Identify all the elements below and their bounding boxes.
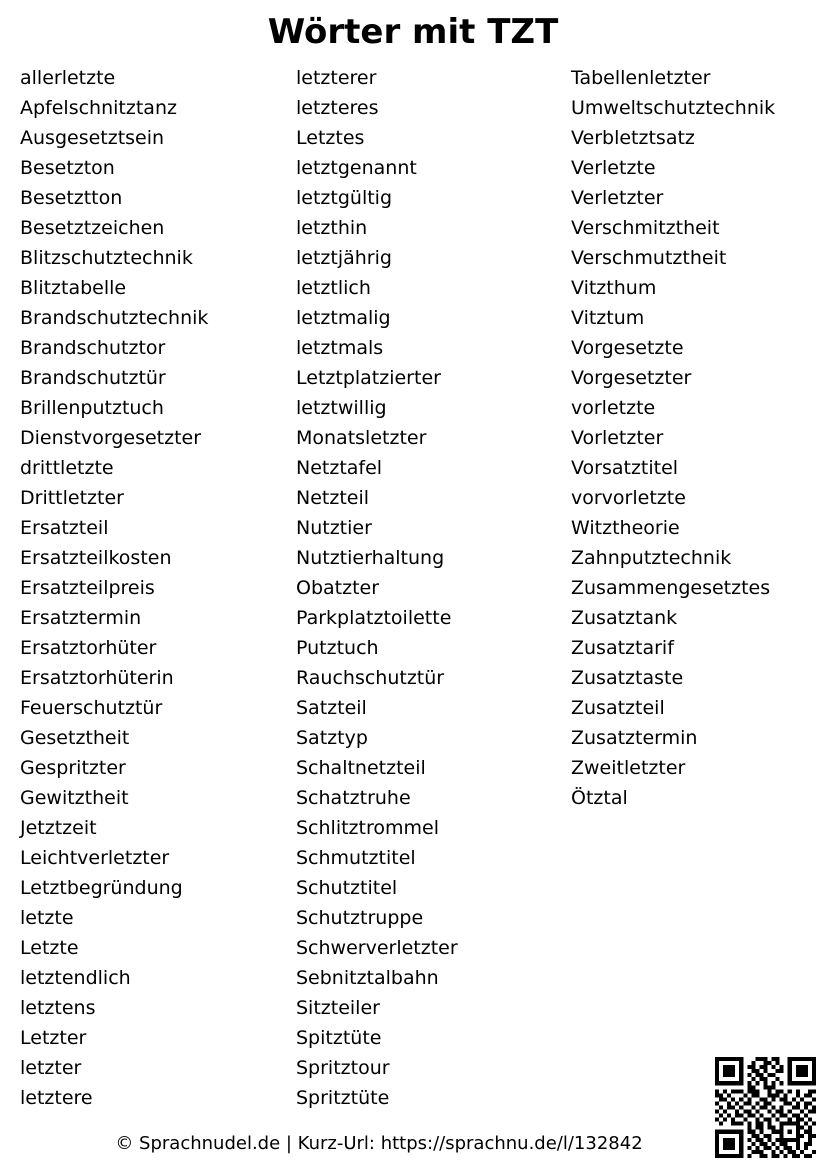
word-item: Nutztierhaltung bbox=[296, 547, 445, 569]
page-title: Wörter mit TZT bbox=[267, 12, 559, 52]
word-item: Satztyp bbox=[296, 727, 368, 749]
word-item: Gewitztheit bbox=[20, 787, 129, 809]
word-item: Vorletzter bbox=[571, 427, 664, 449]
word-item: Ersatztermin bbox=[20, 607, 142, 629]
word-item: Schatztruhe bbox=[296, 787, 411, 809]
word-item: Spritztour bbox=[296, 1057, 390, 1079]
word-item: vorletzte bbox=[571, 397, 656, 419]
word-item: Zusatztarif bbox=[571, 637, 674, 659]
word-item: Besetztzeichen bbox=[20, 217, 165, 239]
word-item: letztendlich bbox=[20, 967, 131, 989]
word-item: Drittletzter bbox=[20, 487, 124, 509]
word-item: letztlich bbox=[296, 277, 371, 299]
word-item: drittletzte bbox=[20, 457, 114, 479]
word-item: letzte bbox=[20, 907, 74, 929]
word-item: Ersatzteil bbox=[20, 517, 109, 539]
word-item: Spitztüte bbox=[296, 1027, 382, 1049]
word-item: Verschmitztheit bbox=[571, 217, 720, 239]
word-item: Besetzton bbox=[20, 157, 115, 179]
word-item: letzthin bbox=[296, 217, 368, 239]
word-item: Jetztzeit bbox=[20, 817, 97, 839]
word-column-2 bbox=[296, 63, 571, 1113]
word-item: Zusatztaste bbox=[571, 667, 684, 689]
word-item: Monatsletzter bbox=[296, 427, 427, 449]
word-item: Vitztum bbox=[571, 307, 645, 329]
word-item: Nutztier bbox=[296, 517, 372, 539]
word-list bbox=[20, 63, 812, 1113]
word-item: letzterer bbox=[296, 67, 377, 89]
word-item: letzteres bbox=[296, 97, 379, 119]
footer-credit: © Sprachnudel.de | Kurz-Url: https://sprachnu.de/l/132842 bbox=[115, 1133, 643, 1154]
word-item: letztere bbox=[20, 1087, 93, 1109]
word-item: Verletzter bbox=[571, 187, 664, 209]
word-item: Brandschutztechnik bbox=[20, 307, 209, 329]
word-item: Feuerschutztür bbox=[20, 697, 163, 719]
word-item: Apfelschnitztanz bbox=[20, 97, 177, 119]
word-item: Satzteil bbox=[296, 697, 367, 719]
word-item: Brandschutztor bbox=[20, 337, 166, 359]
word-item: Netzteil bbox=[296, 487, 370, 509]
word-item: Gesetztheit bbox=[20, 727, 130, 749]
word-item: Parkplatztoilette bbox=[296, 607, 452, 629]
word-item: Letzte bbox=[20, 937, 79, 959]
word-item: Letztplatzierter bbox=[296, 367, 441, 389]
word-item: Schlitztrommel bbox=[296, 817, 439, 839]
word-item: letzter bbox=[20, 1057, 82, 1079]
word-item: letztgültig bbox=[296, 187, 393, 209]
word-item: Leichtverletzter bbox=[20, 847, 170, 869]
word-item: Umweltschutztechnik bbox=[571, 97, 776, 119]
word-column-1 bbox=[20, 63, 296, 1113]
word-item: Sitzteiler bbox=[296, 997, 380, 1019]
word-item: Ersatzteilkosten bbox=[20, 547, 172, 569]
word-item: Schwerverletzter bbox=[296, 937, 458, 959]
word-item: Ersatztorhüterin bbox=[20, 667, 174, 689]
word-item: Letztbegründung bbox=[20, 877, 183, 899]
word-item: Schmutztitel bbox=[296, 847, 416, 869]
word-item: Spritztüte bbox=[296, 1087, 390, 1109]
word-item: Zweitletzter bbox=[571, 757, 686, 779]
word-item: Vorsatztitel bbox=[571, 457, 679, 479]
word-item: Verletzte bbox=[571, 157, 656, 179]
word-item: letztgenannt bbox=[296, 157, 417, 179]
word-item: Besetztton bbox=[20, 187, 123, 209]
word-item: Zusatzteil bbox=[571, 697, 665, 719]
word-item: letztmalig bbox=[296, 307, 391, 329]
word-item: Brillenputztuch bbox=[20, 397, 164, 419]
word-item: Vorgesetzter bbox=[571, 367, 692, 389]
word-item: Putztuch bbox=[296, 637, 379, 659]
word-item: letztjährig bbox=[296, 247, 392, 269]
word-item: Blitzschutztechnik bbox=[20, 247, 193, 269]
word-item: Schutztitel bbox=[296, 877, 398, 899]
word-item: Witztheorie bbox=[571, 517, 680, 539]
word-item: Rauchschutztür bbox=[296, 667, 445, 689]
word-item: Zusatztermin bbox=[571, 727, 698, 749]
word-item: Tabellenletzter bbox=[571, 67, 711, 89]
word-item: Vorgesetzte bbox=[571, 337, 684, 359]
word-item: Dienstvorgesetzter bbox=[20, 427, 202, 449]
word-item: letztens bbox=[20, 997, 96, 1019]
word-item: Zahnputztechnik bbox=[571, 547, 732, 569]
word-item: Schutztruppe bbox=[296, 907, 424, 929]
word-item: Sebnitztalbahn bbox=[296, 967, 439, 989]
word-item: Letzter bbox=[20, 1027, 87, 1049]
word-item: Ötztal bbox=[571, 787, 628, 809]
word-item: Brandschutztür bbox=[20, 367, 166, 389]
word-item: Verbletztsatz bbox=[571, 127, 695, 149]
word-item: Zusammengesetztes bbox=[571, 577, 771, 599]
word-item: Netztafel bbox=[296, 457, 383, 479]
qr-code bbox=[715, 1057, 816, 1158]
word-item: Vitzthum bbox=[571, 277, 657, 299]
word-item: Blitztabelle bbox=[20, 277, 127, 299]
word-item: Ersatztorhüter bbox=[20, 637, 157, 659]
word-item: Obatzter bbox=[296, 577, 380, 599]
word-item: allerletzte bbox=[20, 67, 116, 89]
word-item: Schaltnetzteil bbox=[296, 757, 426, 779]
word-item: Verschmutztheit bbox=[571, 247, 727, 269]
word-item: Ausgesetztsein bbox=[20, 127, 165, 149]
word-item: Letztes bbox=[296, 127, 365, 149]
word-item: Gespritzter bbox=[20, 757, 126, 779]
word-item: letztmals bbox=[296, 337, 384, 359]
word-item: Ersatzteilpreis bbox=[20, 577, 155, 599]
word-item: Zusatztank bbox=[571, 607, 678, 629]
word-item: vorvorletzte bbox=[571, 487, 686, 509]
word-item: letztwillig bbox=[296, 397, 387, 419]
word-column-3 bbox=[571, 63, 812, 813]
